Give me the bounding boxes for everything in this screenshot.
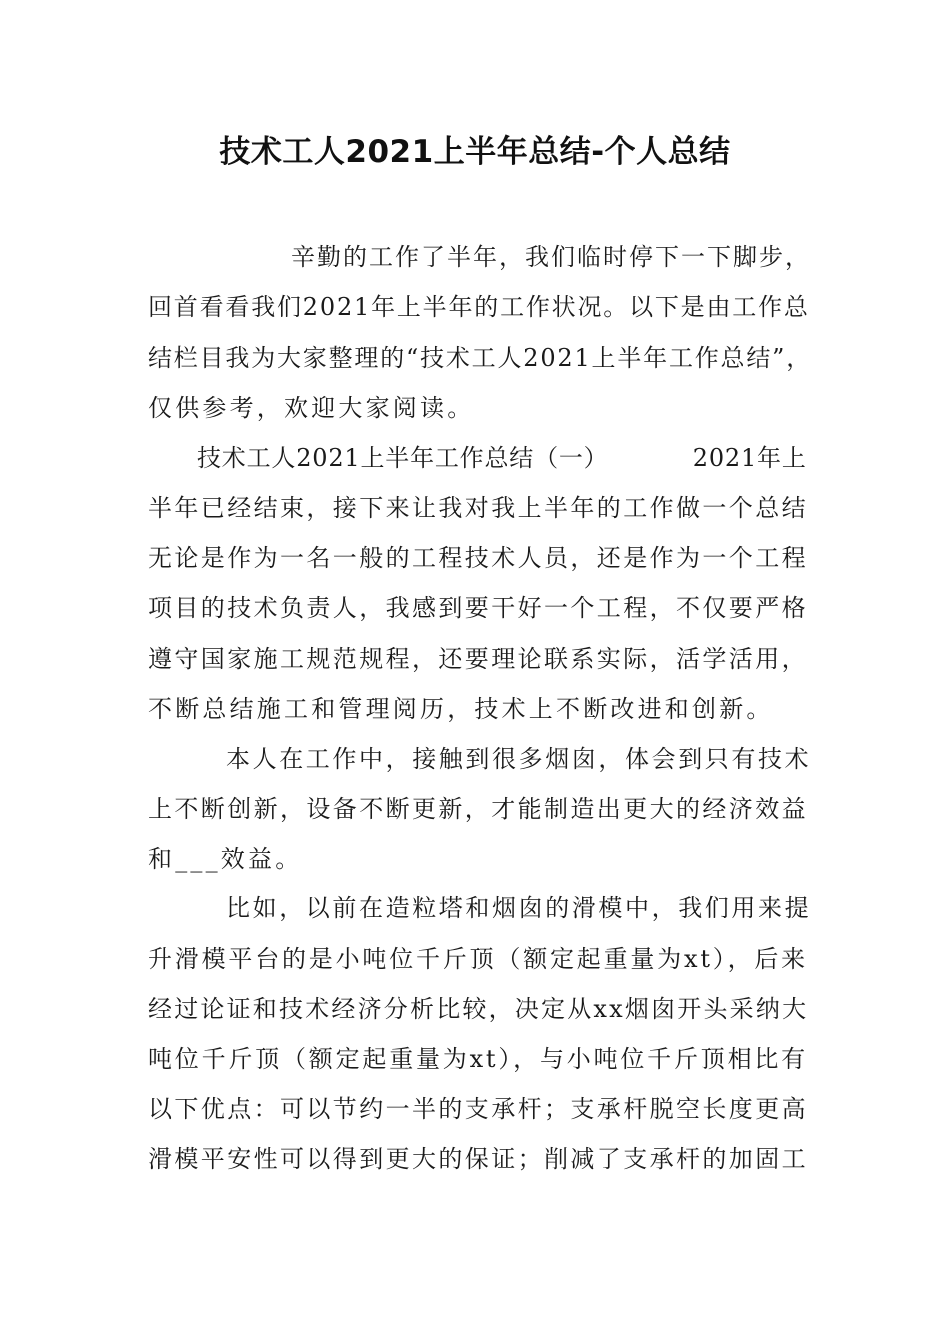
body-line: 以下优点：可以节约一半的支承杆；支承杆脱空长度更高: [148, 1095, 808, 1123]
body-line: 回首看看我们2021年上半年的工作状况。以下是由工作总: [148, 293, 810, 321]
body-line: 结栏目我为大家整理的“技术工人2021上半年工作总结”，: [148, 344, 813, 372]
body-line: 本人在工作中，接触到很多烟囱，体会到只有技术: [226, 745, 812, 773]
body-line: 不断总结施工和管理阅历，技术上不断改进和创新。: [148, 695, 774, 723]
body-line: 遵守国家施工规范规程，还要理论联系实际，活学活用，: [148, 645, 808, 673]
body-line: 升滑模平台的是小吨位千斤顶（额定起重量为xt），后来: [148, 945, 808, 973]
body-line: 和___效益。: [148, 845, 303, 873]
body-line: 半年已经结束，接下来让我对我上半年的工作做一个总结: [148, 494, 808, 522]
body-line: 辛勤的工作了半年，我们临时停下一下脚步，: [291, 243, 811, 271]
body-line: 仅供参考，欢迎大家阅读。: [148, 394, 475, 422]
body-line: 经过论证和技术经济分析比较，决定从xx烟囱开头采纳大: [148, 995, 809, 1023]
body-line: 无论是作为一名一般的工程技术人员，还是作为一个工程: [148, 544, 808, 572]
body-line: 技术工人2021上半年工作总结（一） 2021年上: [197, 444, 807, 472]
body-line: 项目的技术负责人，我感到要干好一个工程，不仅要严格: [148, 594, 808, 622]
document-title: 技术工人2021上半年总结-个人总结: [219, 134, 731, 170]
body-line: 吨位千斤顶（额定起重量为xt），与小吨位千斤顶相比有: [148, 1045, 808, 1073]
body-line: 比如，以前在造粒塔和烟囱的滑模中，我们用来提: [226, 894, 812, 922]
body-line: 滑模平安性可以得到更大的保证；削减了支承杆的加固工: [148, 1145, 808, 1173]
body-line: 上不断创新，设备不断更新，才能制造出更大的经济效益: [148, 795, 808, 823]
